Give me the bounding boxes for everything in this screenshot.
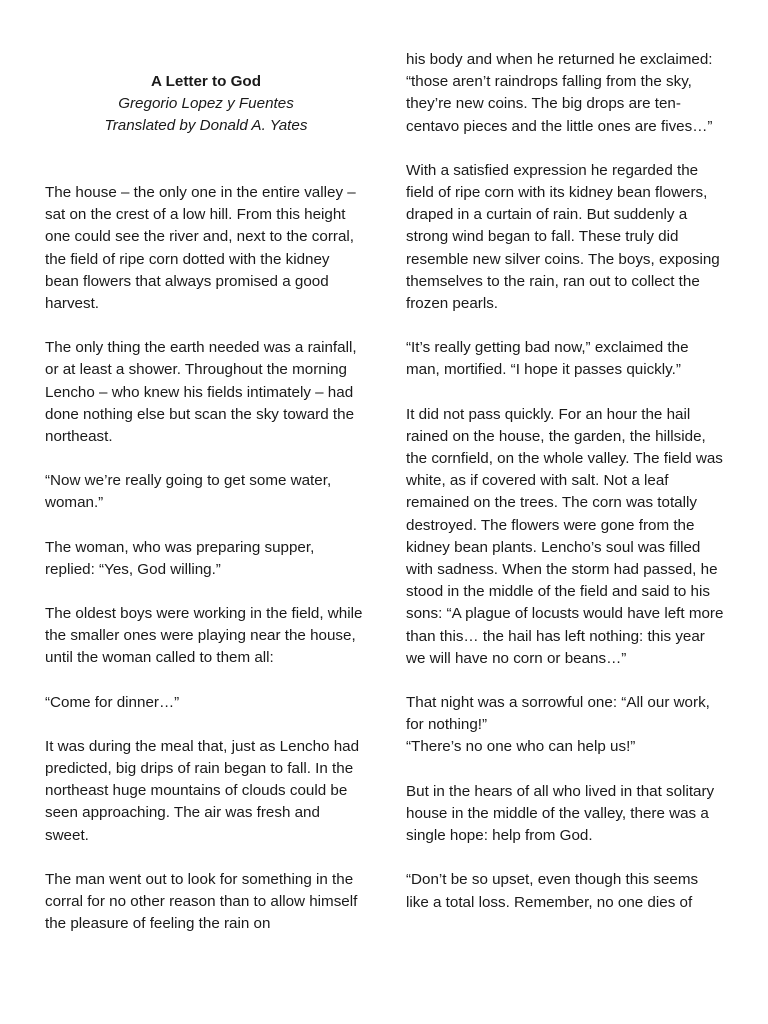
translator-line: Translated by Donald A. Yates [104, 117, 308, 135]
author-line: Gregorio Lopez y Fuentes [118, 95, 294, 113]
paragraph: But in the hears of all who lived in that solitary house in the middle of the valley, there was a single hope: help from God. [406, 782, 715, 845]
paragraph: With a satisfied expression he regarded the field of ripe corn with its kidney bean flowers, draped in a curtain of rain. But suddenly a strong wind began to fall. These truly did resemble new silver coins. The boys, exposing themselves to the rain, ran out to collect the frozen pearls. [406, 161, 720, 313]
paragraph: It did not pass quickly. For an hour the hail rained on the house, the garden, the hillside, the cornfield, on the whole valley. The field was white, as if covered with salt. Not a leaf remained on the trees. The corn was totally destroyed. The flowers were gone from the kidney bean plants. Lencho’s soul was filled with sadness. When the storm had passed, he stood in the middle of the field and said to his sons: “A plague of locusts would have left more than this… the hail has left nothing: this year we will have no corn or beans…” [406, 405, 724, 667]
paragraph: The only thing the earth needed was a rainfall, or at least a shower. Throughout the morning Lencho – who knew his fields intimately – had done nothing else but scan the sky toward the northeast. [45, 339, 357, 446]
paragraph: “Now we’re really going to get some water, woman.” [45, 472, 332, 512]
right-column [406, 49, 724, 936]
paragraph: “Come for dinner…” [45, 693, 180, 711]
paragraph: “It’s really getting bad now,” exclaimed the man, mortified. “I hope it passes quickly.” [406, 339, 689, 379]
paragraph: The woman, who was preparing supper, replied: “Yes, God willing.” [45, 538, 315, 578]
paragraph: It was during the meal that, just as Lencho had predicted, big drips of rain began to fall. In the northeast huge mountains of clouds could be seen approaching. The air was fresh and sweet. [45, 737, 360, 844]
paragraph: his body and when he returned he exclaimed: “those aren’t raindrops falling from the sky, they’re new coins. The big drops are ten-centavo pieces and the little ones are fives…” [406, 51, 713, 135]
document-title: A Letter to God [151, 73, 261, 90]
left-column [45, 182, 367, 957]
paragraph: That night was a sorrowful one: “All our work, for nothing!” [406, 694, 710, 734]
paragraph: The man went out to look for something in the corral for no other reason than to allow himself the pleasure of feeling the rain on [45, 870, 358, 933]
paragraph: “Don’t be so upset, even though this seems like a total loss. Remember, no one dies of [406, 871, 699, 911]
paragraph: The oldest boys were working in the field, while the smaller ones were playing near the house, until the woman called to them all: [45, 605, 363, 667]
paragraph: The house – the only one in the entire valley – sat on the crest of a low hill. From this height one could see the river and, next to the corral, the field of ripe corn dotted with the kidney bean flowers that always promised a good harvest. [45, 184, 356, 313]
paragraph: “There’s no one who can help us!” [406, 738, 636, 756]
document-header [45, 71, 367, 138]
